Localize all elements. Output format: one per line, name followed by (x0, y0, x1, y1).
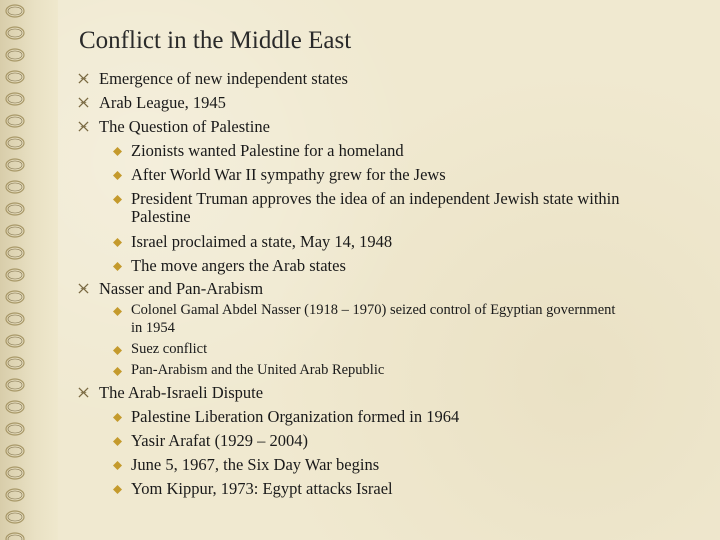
diamond-icon (113, 485, 122, 494)
diamond-icon (113, 171, 122, 180)
sub-bullet-item: President Truman approves the idea of an independent Jewish state within (131, 189, 620, 209)
sub-bullet-item: Israel proclaimed a state, May 14, 1948 (131, 232, 392, 252)
bullet-item: Nasser and Pan-Arabism (99, 279, 263, 299)
sub-bullet-item: June 5, 1967, the Six Day War begins (131, 455, 379, 475)
ornament-x-icon (78, 121, 89, 132)
sub-bullet-item: Suez conflict (131, 341, 207, 358)
diamond-icon (113, 147, 122, 156)
sub-bullet-continuation: in 1954 (131, 320, 175, 336)
slide-title: Conflict in the Middle East (79, 27, 352, 54)
sub-bullet-item: The move angers the Arab states (131, 256, 346, 276)
ornament-x-icon (78, 387, 89, 398)
sub-bullet-item: After World War II sympathy grew for the Jews (131, 165, 446, 185)
notebook-binding (0, 0, 58, 540)
sub-bullet-item: Yom Kippur, 1973: Egypt attacks Israel (131, 479, 393, 499)
diamond-icon (113, 413, 122, 422)
ornament-x-icon (78, 73, 89, 84)
sub-bullet-item: Colonel Gamal Abdel Nasser (1918 – 1970) seized control of Egyptian government (131, 302, 615, 319)
bullet-item: Arab League, 1945 (99, 93, 226, 113)
sub-bullet-item: Zionists wanted Palestine for a homeland (131, 141, 404, 161)
diamond-icon (113, 195, 122, 204)
diamond-icon (113, 437, 122, 446)
diamond-icon (113, 346, 122, 355)
bullet-item: The Arab-Israeli Dispute (99, 383, 263, 403)
sub-bullet-item: Yasir Arafat (1929 – 2004) (131, 431, 308, 451)
slide-body (78, 0, 698, 540)
diamond-icon (113, 461, 122, 470)
sub-bullet-item: Pan-Arabism and the United Arab Republic (131, 362, 384, 379)
sub-bullet-continuation: Palestine (131, 207, 191, 226)
diamond-icon (113, 238, 122, 247)
bullet-item: Emergence of new independent states (99, 69, 348, 89)
diamond-icon (113, 307, 122, 316)
bullet-item: The Question of Palestine (99, 117, 270, 137)
sub-bullet-item: Palestine Liberation Organization formed in 1964 (131, 407, 459, 427)
diamond-icon (113, 367, 122, 376)
diamond-icon (113, 262, 122, 271)
ornament-x-icon (78, 97, 89, 108)
ornament-x-icon (78, 283, 89, 294)
spiral-rings (2, 0, 28, 540)
